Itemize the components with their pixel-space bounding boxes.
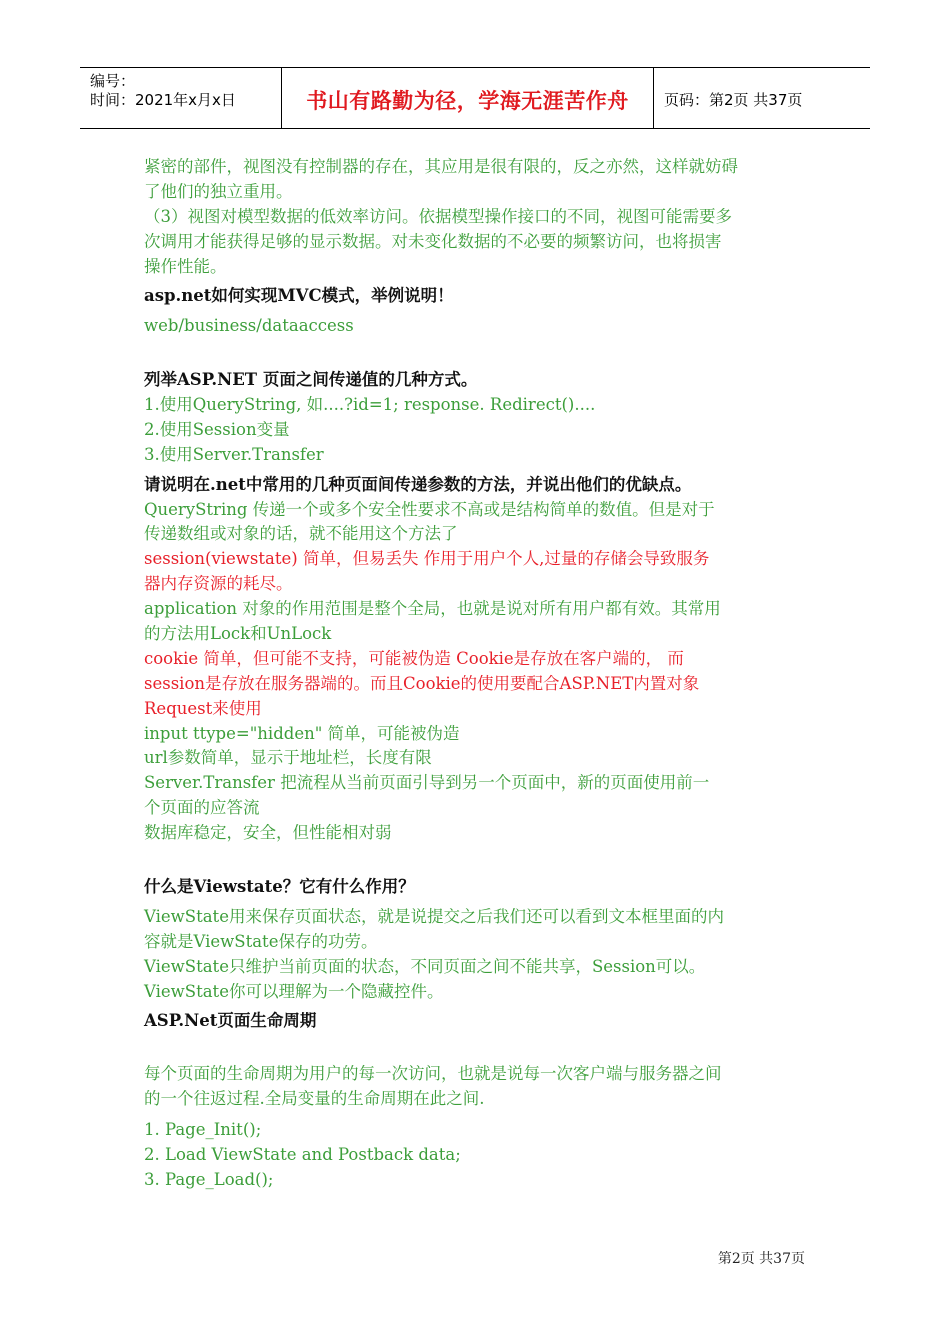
number-label: 编号： [90,72,136,90]
text-line: cookie 简单，但可能不支持，可能被伪造 Cookie是存放在客户端的， 而 [144,648,684,668]
text-line: 2. Load ViewState and Postback data; [144,1144,461,1164]
text-line: web/business/dataaccess [144,316,354,336]
motto-title: 书山有路勤为径，学海无涯苦作舟 [306,89,629,113]
blank-line [144,1034,814,1059]
page-info: 页码：第2页 共37页 [664,91,803,109]
text-line: 2.使用Session变量 [144,419,290,439]
text-line: Request来使用 [144,698,262,718]
text-line: 数据库稳定，安全，但性能相对弱 [144,823,392,843]
section-heading: ASP.Net页面生命周期 [144,1011,317,1031]
text-line: 1.使用QueryString, 如....?id=1; response. Redirect().... [144,395,596,415]
text-line: application 对象的作用范围是整个全局，也就是说对所有用户都有效。其常用 [144,599,721,619]
text-line: 3.使用Server.Transfer [144,444,324,464]
header-left-cell [80,68,282,128]
blank-line [144,339,814,364]
text-line: 紧密的部件，视图没有控制器的存在，其应用是很有限的，反之亦然，这样就妨碍 [144,157,738,176]
section-heading: 列举ASP.NET 页面之间传递值的几种方式。 [144,370,478,390]
text-line: session是存放在服务器端的。而且Cookie的使用要配合ASP.NET内置对象 [144,673,700,693]
text-line: 操作性能。 [144,256,227,276]
header-table [80,67,870,129]
text-line: ViewState你可以理解为一个隐藏控件。 [144,981,444,1001]
text-line: 个页面的应答流 [144,798,260,818]
section-heading: 什么是Viewstate？它有什么作用？ [144,876,415,896]
text-line: （3）视图对模型数据的低效率访问。依据模型操作接口的不同，视图可能需要多 [144,206,732,226]
text-line: 3. Page_Load(); [144,1169,274,1189]
header-mid-cell [282,68,654,128]
text-line: 的方法用Lock和UnLock [144,624,332,644]
text-line: Server.Transfer 把流程从当前页面引导到另一个页面中，新的页面使用前一 [144,773,710,793]
text-line: ViewState用来保存页面状态，就是说提交之后我们还可以看到文本框里面的内 [144,906,724,926]
text-line: ViewState只维护当前页面的状态，不同页面之间不能共享，Session可以。 [144,956,706,976]
text-line: 次调用才能获得足够的显示数据。对未变化数据的不必要的频繁访问，也将损害 [144,231,722,251]
text-line: 1. Page_Init(); [144,1119,262,1139]
text-line: 器内存资源的耗尽。 [144,574,293,594]
text-line: 容就是ViewState保存的功劳。 [144,931,378,951]
text-line: 传递数组或对象的话，就不能用这个方法了 [144,524,458,544]
text-line: input ttype="hidden" 简单，可能被伪造 [144,723,460,743]
text-line: 了他们的独立重用。 [144,181,293,201]
section-heading: 请说明在.net中常用的几种页面间传递参数的方法，并说出他们的优缺点。 [144,474,692,494]
text-line: 每个页面的生命周期为用户的每一次访问，也就是说每一次客户端与服务器之间 [144,1064,722,1084]
page-footer: 第2页 共37页 [717,1251,805,1267]
section-heading: asp.net如何实现MVC模式，举例说明！ [144,286,454,306]
text-line: 的一个往返过程.全局变量的生命周期在此之间. [144,1089,485,1109]
time-label: 时间：2021年x月x日 [90,91,236,109]
text-line: url参数简单，显示于地址栏，长度有限 [144,748,432,768]
blank-line [144,846,814,871]
header-right-cell [654,68,870,128]
text-line: QueryString 传递一个或多个安全性要求不高或是结构简单的数值。但是对于 [144,499,715,519]
text-line: session(viewstate) 简单，但易丢失 作用于用户个人,过量的存储会导致服务 [144,549,710,569]
document-body [144,155,814,1193]
